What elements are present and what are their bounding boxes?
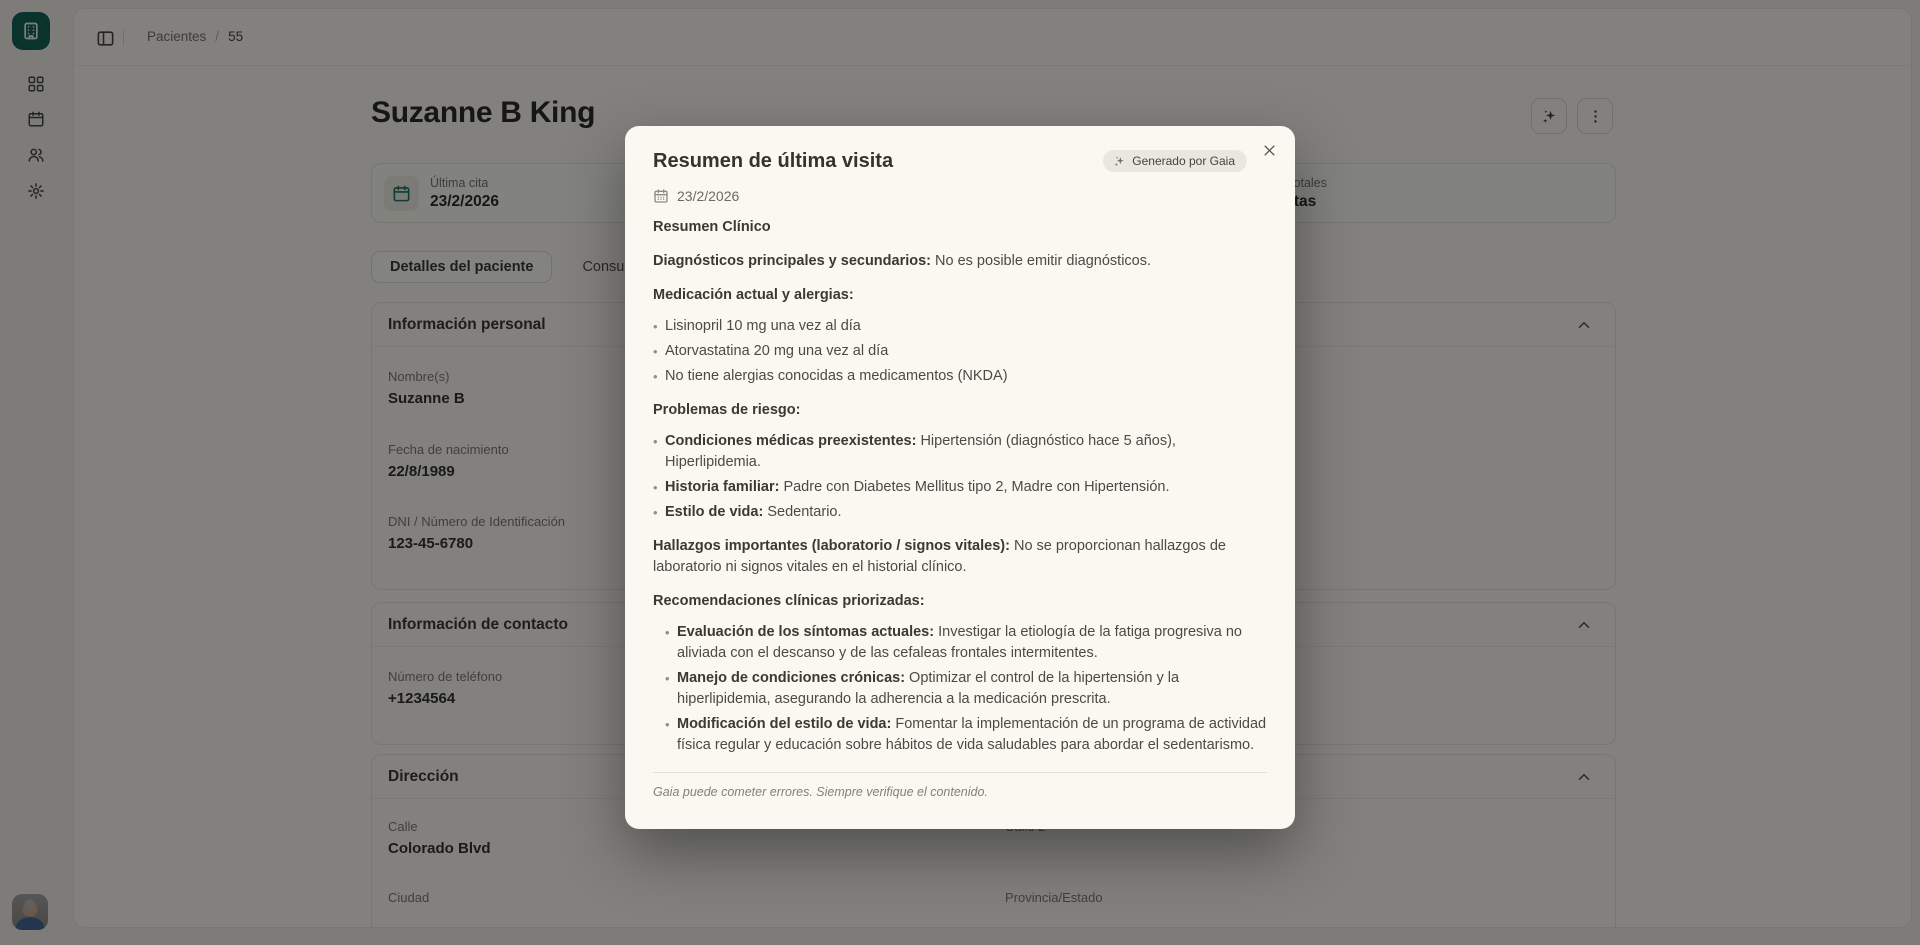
recommendations-list bbox=[665, 622, 1267, 756]
list-item bbox=[653, 477, 1267, 498]
list-item bbox=[653, 431, 1267, 473]
recommendations-heading: Recomendaciones clínicas priorizadas: bbox=[653, 593, 925, 609]
medication-heading: Medicación actual y alergias: bbox=[653, 287, 854, 303]
item-lead: Historia familiar: bbox=[665, 479, 780, 495]
item-lead: Estilo de vida: bbox=[665, 504, 764, 520]
visit-date-row bbox=[653, 188, 1267, 204]
risk-heading: Problemas de riesgo: bbox=[653, 402, 801, 418]
item-text: Sedentario. bbox=[763, 504, 842, 520]
modal-title: Resumen de última visita bbox=[653, 150, 894, 172]
item-text: Hipertensión (diagnóstico hace 5 años), Hiperlipidemia. bbox=[665, 433, 1176, 470]
item-text: Optimizar el control de la hipertensión y la hiperlipidemia, asegurando la adherencia a la medicación prescrita. bbox=[677, 670, 1180, 707]
list-item: • Lisinopril 10 mg una vez al día bbox=[653, 316, 1267, 337]
medication-list bbox=[653, 316, 1267, 387]
findings-paragraph bbox=[653, 536, 1267, 578]
generated-by-label: Generado por Gaia bbox=[1132, 154, 1235, 168]
item-lead: Condiciones médicas preexistentes: bbox=[665, 433, 917, 449]
paragraph-lead: Hallazgos importantes (laboratorio / signos vitales): bbox=[653, 538, 1010, 554]
summary-heading: Resumen Clínico bbox=[653, 219, 771, 235]
list-item bbox=[665, 714, 1267, 756]
list-item bbox=[653, 502, 1267, 523]
paragraph-text: No es posible emitir diagnósticos. bbox=[931, 253, 1152, 269]
diagnoses-paragraph bbox=[653, 251, 1267, 272]
disclaimer-text: Gaia puede cometer errores. Siempre verifique el contenido. bbox=[653, 772, 1267, 799]
item-text: Fomentar la implementación de un programa de actividad física regular y educación sobre hábitos de vida saludables para abordar el sedentarismo. bbox=[677, 716, 1267, 753]
modal-header bbox=[653, 148, 1267, 174]
risk-list bbox=[653, 431, 1267, 523]
paragraph-text: No se proporcionan hallazgos de laboratorio ni signos vitales en el historial clínico. bbox=[653, 538, 1226, 575]
generated-by-badge bbox=[1103, 150, 1247, 172]
item-lead: Modificación del estilo de vida: bbox=[677, 716, 892, 732]
sparkles-icon bbox=[1113, 155, 1126, 168]
item-text: Investigar la etiología de la fatiga progresiva no aliviada con el descanso y de las cefaleas frontales intermitentes. bbox=[677, 624, 1242, 661]
item-lead: Evaluación de los síntomas actuales: bbox=[677, 624, 935, 640]
paragraph-lead: Diagnósticos principales y secundarios: bbox=[653, 253, 931, 269]
list-item bbox=[665, 622, 1267, 664]
list-item: • No tiene alergias conocidas a medicamentos (NKDA) bbox=[653, 366, 1267, 387]
item-text: Padre con Diabetes Mellitus tipo 2, Madre con Hipertensión. bbox=[779, 479, 1170, 495]
list-item: • Atorvastatina 20 mg una vez al día bbox=[653, 341, 1267, 362]
visit-date: 23/2/2026 bbox=[677, 188, 740, 204]
list-item bbox=[665, 668, 1267, 710]
visit-summary-modal bbox=[625, 126, 1295, 829]
item-lead: Manejo de condiciones crónicas: bbox=[677, 670, 906, 686]
calendar-icon bbox=[653, 188, 669, 204]
close-icon[interactable] bbox=[1255, 136, 1283, 164]
